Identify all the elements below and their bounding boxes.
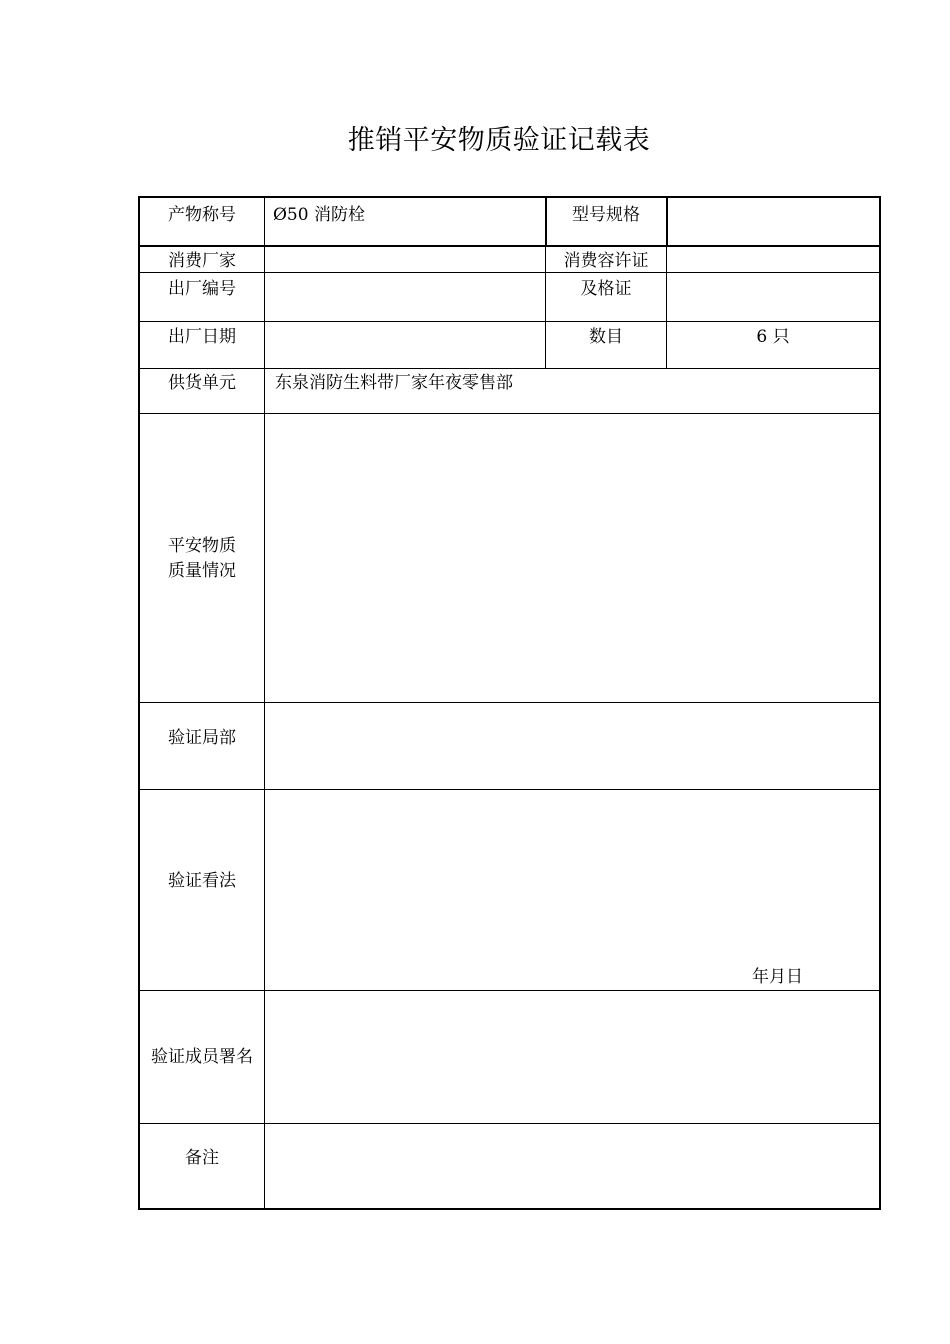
row-divider	[140, 321, 879, 322]
opinion-date: 年月日	[752, 967, 803, 987]
quality-label-line1: 平安物质	[168, 536, 236, 556]
model-label: 型号规格	[572, 205, 640, 225]
quality-label-line2: 质量情况	[168, 561, 236, 581]
quantity-label: 数目	[589, 327, 623, 347]
date-label: 出厂日期	[168, 327, 236, 347]
product-name-value: Ø50 消防栓	[273, 205, 365, 225]
row-divider	[140, 413, 879, 414]
row-divider	[140, 368, 879, 369]
column-divider	[666, 198, 668, 246]
product-name-label: 产物称号	[168, 205, 236, 225]
signature-label: 验证成员署名	[151, 1047, 253, 1067]
manufacturer-label: 消费厂家	[168, 251, 236, 271]
license-label-line1: 消费容许证	[563, 251, 649, 271]
row-divider	[140, 702, 879, 703]
license-label-line2: 及格证	[580, 279, 632, 299]
column-divider	[264, 198, 265, 1208]
opinion-label: 验证看法	[168, 871, 236, 891]
row-divider	[140, 245, 879, 247]
serial-label: 出厂编号	[168, 279, 236, 299]
column-divider	[666, 246, 667, 369]
dept-label: 验证局部	[168, 728, 236, 748]
row-divider	[140, 1123, 879, 1124]
row-divider	[140, 990, 879, 991]
remark-label: 备注	[185, 1148, 219, 1168]
supplier-label: 供货单元	[168, 373, 236, 393]
row-divider	[140, 789, 879, 790]
quantity-value: 6 只	[756, 327, 790, 347]
supplier-value: 东泉消防生料带厂家年夜零售部	[275, 373, 513, 393]
verification-form	[138, 196, 881, 1210]
page-title: 推销平安物质验证记载表	[347, 125, 651, 156]
